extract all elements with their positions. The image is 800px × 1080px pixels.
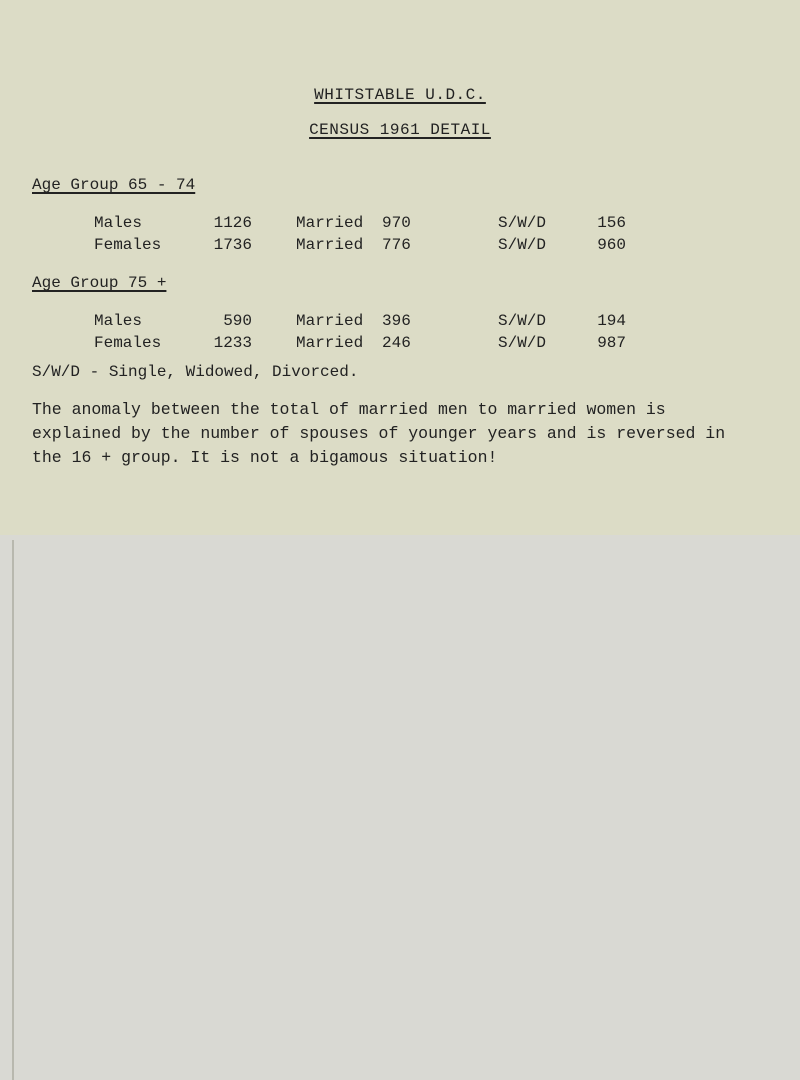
row-count: 1233 xyxy=(213,334,252,352)
married-label: Married xyxy=(296,214,364,232)
married-count: 396 xyxy=(382,312,411,330)
note-line: the 16 + group. It is not a bigamous situation! xyxy=(32,448,498,467)
married-count: 776 xyxy=(382,236,411,254)
group-heading: Age Group 65 - 74 xyxy=(32,176,196,194)
row-count: 1126 xyxy=(213,214,252,232)
swd-count: 960 xyxy=(597,236,626,254)
swd-label: S/W/D xyxy=(498,312,547,330)
note-line: explained by the number of spouses of younger years and is reversed in xyxy=(32,424,726,443)
row-label: Females xyxy=(94,334,162,352)
swd-count: 156 xyxy=(597,214,626,232)
council-title: WHITSTABLE U.D.C. xyxy=(314,86,486,104)
row-label: Females xyxy=(94,236,162,254)
married-label: Married xyxy=(296,312,364,330)
married-count: 970 xyxy=(382,214,411,232)
row-count: 1736 xyxy=(213,236,252,254)
swd-count: 987 xyxy=(597,334,626,352)
note-line: The anomaly between the total of married men to married women is xyxy=(32,400,666,419)
page-edge-line xyxy=(12,540,14,1080)
swd-count: 194 xyxy=(597,312,626,330)
row-label: Males xyxy=(94,312,143,330)
married-label: Married xyxy=(296,334,364,352)
swd-label: S/W/D xyxy=(498,334,547,352)
married-label: Married xyxy=(296,236,364,254)
group-heading: Age Group 75 + xyxy=(32,274,167,292)
married-count: 246 xyxy=(382,334,411,352)
swd-label: S/W/D xyxy=(498,236,547,254)
blank-backing-sheet xyxy=(0,535,800,1080)
census-subtitle: CENSUS 1961 DETAIL xyxy=(309,121,491,139)
abbreviation-legend: S/W/D - Single, Widowed, Divorced. xyxy=(32,363,359,381)
swd-label: S/W/D xyxy=(498,214,547,232)
row-count: 590 xyxy=(223,312,252,330)
explanatory-note xyxy=(32,398,792,470)
row-label: Males xyxy=(94,214,143,232)
